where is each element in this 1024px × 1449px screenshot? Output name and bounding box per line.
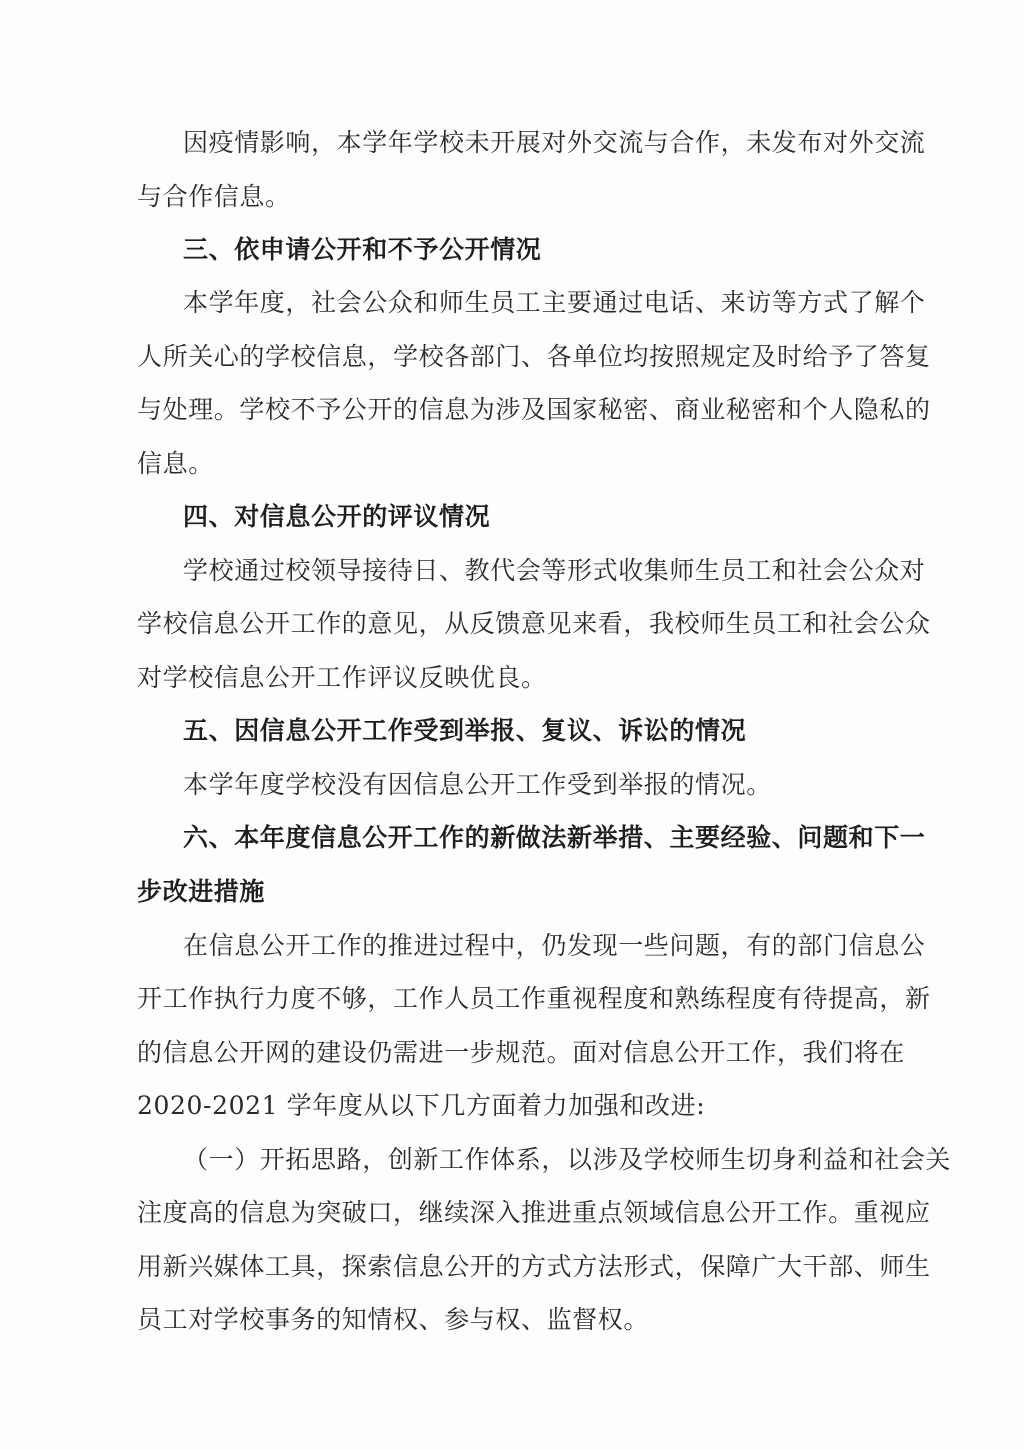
paragraph-line: 与处理。学校不予公开的信息为涉及国家秘密、商业秘密和个人隐私的 <box>137 395 931 424</box>
section-heading: 六、本年度信息公开工作的新做法新举措、主要经验、问题和下一 <box>183 823 926 852</box>
paragraph-line: 学校通过校领导接待日、教代会等形式收集师生员工和社会公众对 <box>183 556 926 585</box>
paragraph-line: 学校信息公开工作的意见，从反馈意见来看，我校师生员工和社会公众 <box>137 609 931 638</box>
paragraph-line: 的信息公开网的建设仍需进一步规范。面对信息公开工作，我们将在 <box>137 1038 906 1067</box>
section-heading: 三、依申请公开和不予公开情况 <box>183 235 542 264</box>
paragraph-line: （一）开拓思路，创新工作体系，以涉及学校师生切身利益和社会关 <box>183 1145 952 1174</box>
section-heading: 五、因信息公开工作受到举报、复议、诉讼的情况 <box>183 716 747 745</box>
paragraph-line: 注度高的信息为突破口，继续深入推进重点领域信息公开工作。重视应 <box>137 1198 931 1227</box>
paragraph-line: 用新兴媒体工具，探索信息公开的方式方法形式，保障广大干部、师生 <box>137 1252 931 1281</box>
paragraph-line: 开工作执行力度不够，工作人员工作重视程度和熟练程度有待提高，新 <box>137 984 931 1013</box>
paragraph-line: 本学年度学校没有因信息公开工作受到举报的情况。 <box>183 770 772 799</box>
paragraph-line: 人所关心的学校信息，学校各部门、各单位均按照规定及时给予了答复 <box>137 342 931 371</box>
section-heading-continued: 步改进措施 <box>137 877 266 906</box>
paragraph-line: 员工对学校事务的知情权、参与权、监督权。 <box>137 1305 650 1334</box>
paragraph-line: 对学校信息公开工作评议反映优良。 <box>137 663 547 692</box>
paragraph-line: 与合作信息。 <box>137 182 291 211</box>
paragraph-line: 2020-2021 学年度从以下几方面着力加强和改进: <box>137 1091 706 1120</box>
paragraph-line: 在信息公开工作的推进过程中，仍发现一些问题，有的部门信息公 <box>183 931 926 960</box>
section-heading: 四、对信息公开的评议情况 <box>183 502 491 531</box>
paragraph-line: 信息。 <box>137 449 214 478</box>
paragraph-line: 因疫情影响，本学年学校未开展对外交流与合作，未发布对外交流 <box>183 128 926 157</box>
paragraph-line: 本学年度，社会公众和师生员工主要通过电话、来访等方式了解个 <box>183 288 926 317</box>
